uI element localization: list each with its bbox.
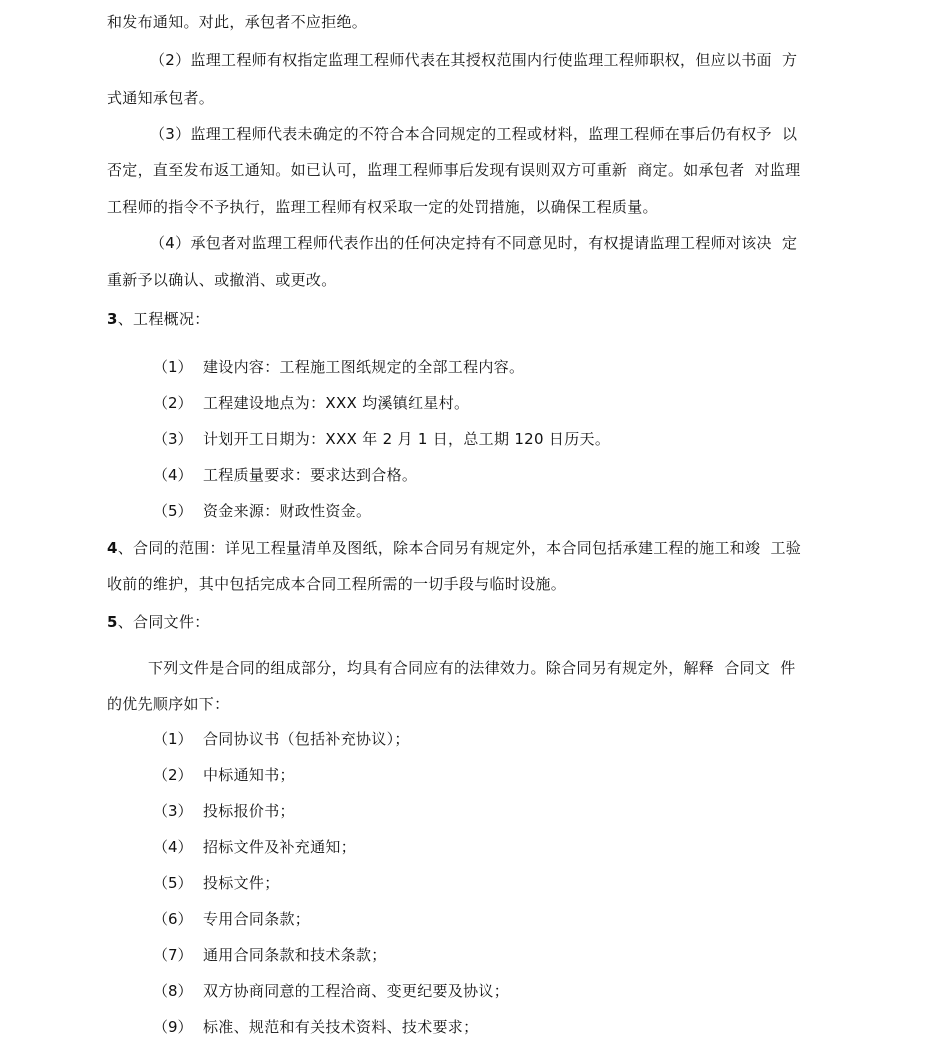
list-item-number: （4） bbox=[153, 466, 193, 484]
list-item-text: 计划开工日期为：XXX 年 2 月 1 日，总工期 120 日历天。 bbox=[203, 430, 611, 448]
section-number: 4 bbox=[107, 539, 118, 557]
section-title: 、合同文件： bbox=[117, 613, 210, 631]
list-item-text: 双方协商同意的工程洽商、变更纪要及协议； bbox=[203, 982, 510, 1000]
list-item-number: （2） bbox=[153, 394, 193, 412]
paragraph-line: 重新予以确认、或撤消、或更改。 bbox=[107, 271, 337, 289]
list-item-number: （5） bbox=[153, 502, 193, 520]
list-item-number: （9） bbox=[153, 1018, 193, 1036]
paragraph-line: 式通知承包者。 bbox=[107, 89, 215, 107]
section-heading bbox=[107, 309, 210, 329]
list-item-text: 合同协议书（包括补充协议）； bbox=[203, 730, 410, 748]
list-item-text: 投标报价书； bbox=[203, 802, 295, 820]
paragraph-line: 收前的维护，其中包括完成本合同工程所需的一切手段与临时设施。 bbox=[107, 575, 567, 593]
list-item-text: 中标通知书； bbox=[203, 766, 295, 784]
section-number: 3 bbox=[107, 310, 118, 328]
list-item-number: （4） bbox=[153, 838, 193, 856]
list-item-number: （1） bbox=[153, 730, 193, 748]
list-item-text: 通用合同条款和技术条款； bbox=[203, 946, 387, 964]
section-title: 、工程概况： bbox=[117, 310, 210, 328]
list-item-number: （8） bbox=[153, 982, 193, 1000]
paragraph-line: 的优先顺序如下： bbox=[107, 695, 230, 713]
list-item-text: 招标文件及补充通知； bbox=[203, 838, 357, 856]
section-heading bbox=[107, 612, 210, 632]
paragraph-line: （4）承包者对监理工程师代表作出的任何决定持有不同意见时，有权提请监理工程师对该决 定 bbox=[150, 234, 798, 252]
list-item-text: 投标文件； bbox=[203, 874, 280, 892]
paragraph-line: 否定，直至发布返工通知。如已认可，监理工程师事后发现有误则双方可重新 商定。如承包者 对监理 bbox=[107, 161, 801, 179]
list-item-text: 工程建设地点为：XXX 均溪镇红星村。 bbox=[203, 394, 470, 412]
list-item-number: （2） bbox=[153, 766, 193, 784]
paragraph-line: （3）监理工程师代表未确定的不符合本合同规定的工程或材料，监理工程师在事后仍有权予 以 bbox=[150, 125, 798, 143]
section-text: 、合同的范围：详见工程量清单及图纸，除本合同另有规定外，本合同包括承建工程的施工和竣 工验 bbox=[117, 539, 802, 557]
paragraph-line: 下列文件是合同的组成部分，均具有合同应有的法律效力。除合同另有规定外，解释 合同文 件 bbox=[148, 659, 796, 677]
list-item-number: （6） bbox=[153, 910, 193, 928]
list-item-number: （3） bbox=[153, 802, 193, 820]
list-item-number: （7） bbox=[153, 946, 193, 964]
list-item-number: （3） bbox=[153, 430, 193, 448]
paragraph-line: 工程师的指令不予执行，监理工程师有权采取一定的处罚措施，以确保工程质量。 bbox=[107, 198, 658, 216]
list-item-text: 专用合同条款； bbox=[203, 910, 311, 928]
section-heading bbox=[107, 538, 801, 558]
list-item-text: 建设内容：工程施工图纸规定的全部工程内容。 bbox=[203, 358, 525, 376]
section-number: 5 bbox=[107, 613, 118, 631]
list-item-text: 资金来源：财政性资金。 bbox=[203, 502, 372, 520]
paragraph-line: 和发布通知。对此，承包者不应拒绝。 bbox=[107, 13, 368, 31]
list-item-text: 标准、规范和有关技术资料、技术要求； bbox=[203, 1018, 479, 1036]
paragraph-line: （2）监理工程师有权指定监理工程师代表在其授权范围内行使监理工程师职权，但应以书面 方 bbox=[150, 51, 798, 69]
list-item-number: （1） bbox=[153, 358, 193, 376]
list-item-text: 工程质量要求：要求达到合格。 bbox=[203, 466, 418, 484]
list-item-number: （5） bbox=[153, 874, 193, 892]
